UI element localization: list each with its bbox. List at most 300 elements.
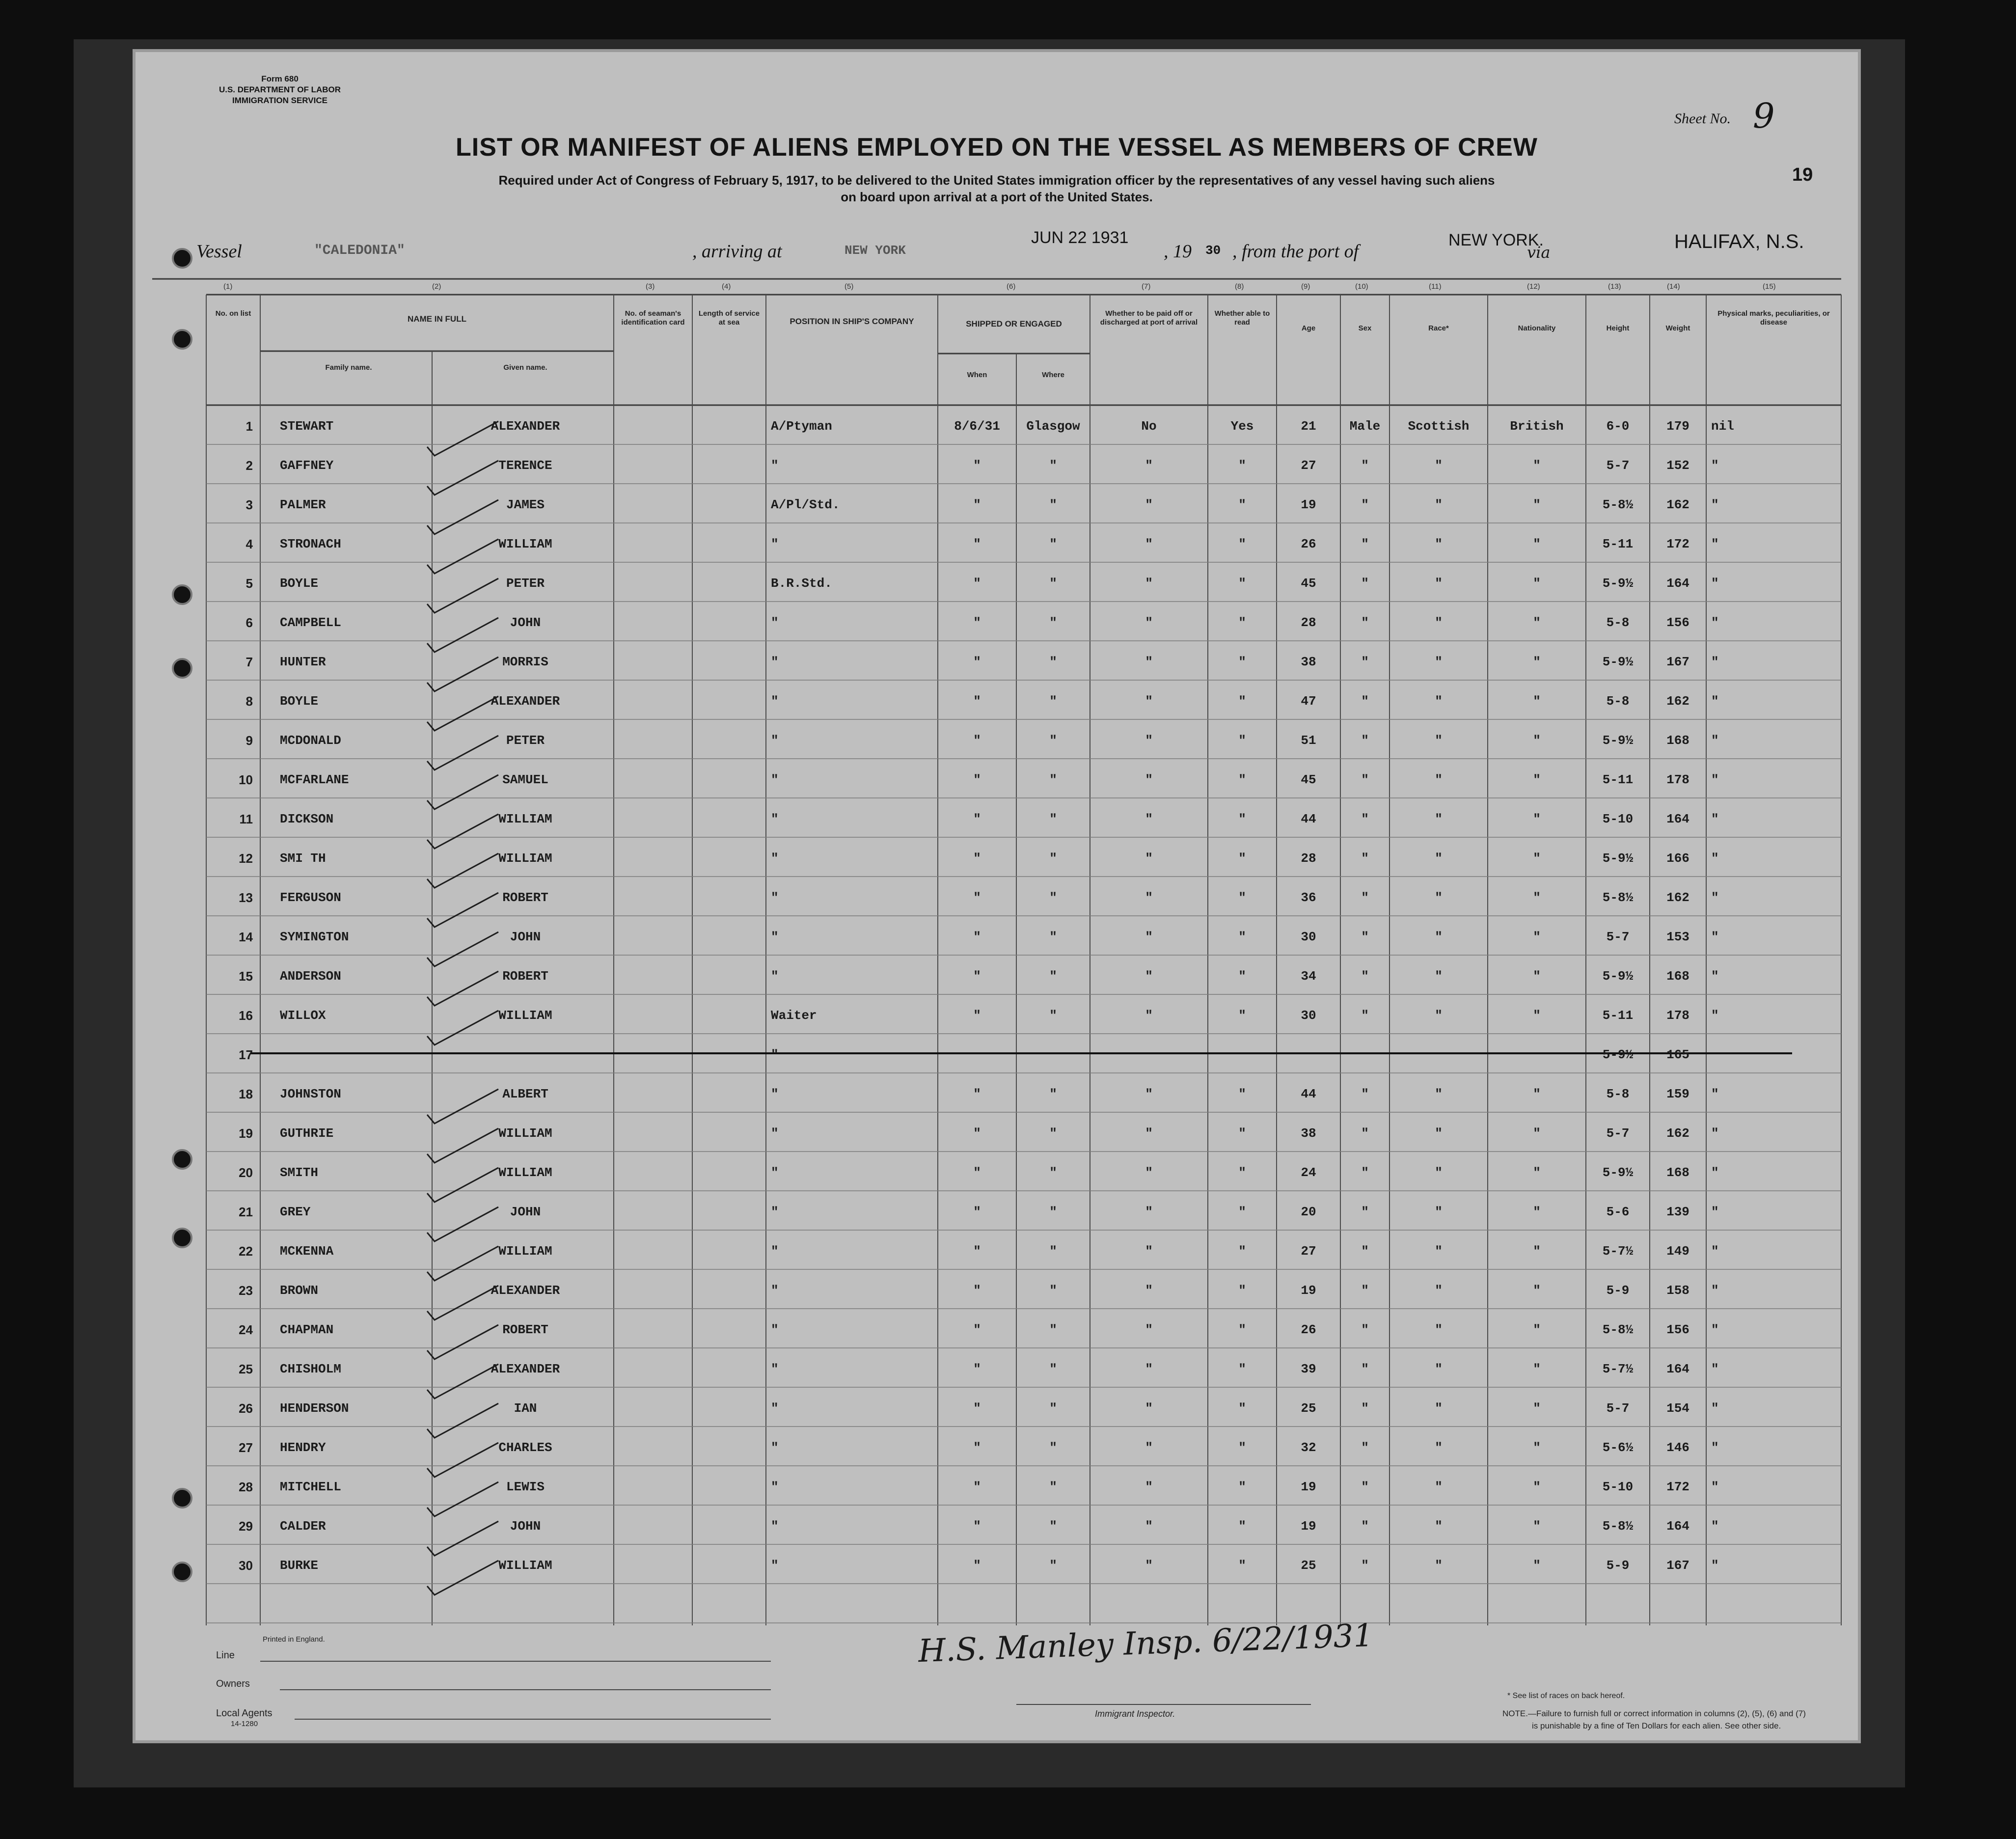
header-given-name: Given name. <box>503 363 547 372</box>
race-cell: " <box>1435 1322 1443 1337</box>
age-cell: 44 <box>1301 1087 1316 1101</box>
family-name-cell: MITCHELL <box>280 1480 341 1494</box>
paid-off-cell: " <box>1145 890 1153 905</box>
family-name-cell: SYMINGTON <box>280 930 349 944</box>
given-name-cell: IAN <box>514 1401 537 1416</box>
race-cell: " <box>1435 930 1443 944</box>
department-name: U.S. DEPARTMENT OF LABOR <box>218 85 341 94</box>
able-read-cell: " <box>1238 1008 1246 1023</box>
physical-marks-cell: " <box>1711 1087 1719 1101</box>
stamp-port: NEW YORK. <box>1448 231 1544 249</box>
physical-marks-cell: " <box>1711 890 1719 905</box>
height-cell: 5-9½ <box>1602 1047 1634 1062</box>
given-name-cell: WILLIAM <box>498 851 552 866</box>
physical-marks-cell: " <box>1711 694 1719 709</box>
weight-cell: 168 <box>1666 733 1689 748</box>
table-row <box>133 916 1861 955</box>
when-cell: " <box>973 1362 981 1376</box>
where-cell: " <box>1049 655 1057 669</box>
height-cell: 5-7 <box>1606 1126 1630 1141</box>
given-name-cell: JOHN <box>510 1519 541 1534</box>
sex-cell: " <box>1361 1244 1369 1259</box>
sex-cell: " <box>1361 655 1369 669</box>
race-cell: " <box>1435 851 1443 866</box>
nationality-cell: " <box>1533 812 1541 826</box>
race-cell: " <box>1435 1362 1443 1376</box>
table-row <box>133 1152 1861 1191</box>
col-number-9: (9) <box>1301 282 1310 291</box>
given-name-cell: TERENCE <box>498 458 552 473</box>
position-cell: " <box>771 1362 779 1376</box>
age-cell: 51 <box>1301 733 1316 748</box>
nationality-cell: " <box>1533 1558 1541 1573</box>
sex-cell: " <box>1361 1558 1369 1573</box>
nationality-cell: " <box>1533 772 1541 787</box>
family-name-cell: SMITH <box>280 1165 319 1180</box>
weight-cell: 164 <box>1666 576 1689 591</box>
date-stamp: JUN 22 1931 <box>1031 228 1129 247</box>
position-cell: " <box>771 1558 779 1573</box>
race-cell: " <box>1435 1087 1443 1101</box>
nationality-cell: " <box>1533 969 1541 984</box>
paid-off-cell: " <box>1145 930 1153 944</box>
weight-cell: 153 <box>1666 930 1689 944</box>
sex-cell: " <box>1361 1362 1369 1376</box>
table-row <box>133 1387 1861 1427</box>
position-cell: " <box>771 1244 779 1259</box>
inspector-field <box>1016 1704 1311 1705</box>
position-cell: B.R.Std. <box>771 576 832 591</box>
table-row <box>133 1191 1861 1230</box>
when-cell: " <box>973 576 981 591</box>
paid-off-cell: " <box>1145 1126 1153 1141</box>
nationality-cell: " <box>1533 851 1541 866</box>
height-cell: 5-8½ <box>1602 497 1634 512</box>
weight-cell: 156 <box>1666 1322 1689 1337</box>
position-cell: " <box>771 969 779 984</box>
position-cell: " <box>771 655 779 669</box>
age-cell: 45 <box>1301 576 1316 591</box>
given-name-cell: LEWIS <box>506 1480 545 1494</box>
sex-cell: " <box>1361 1480 1369 1494</box>
table-row <box>133 484 1861 523</box>
where-cell: " <box>1049 1283 1057 1298</box>
row-number: 6 <box>245 615 253 630</box>
race-cell: " <box>1435 733 1443 748</box>
nationality-cell: " <box>1533 1126 1541 1141</box>
where-cell: " <box>1049 1205 1057 1219</box>
paid-off-cell: " <box>1145 969 1153 984</box>
header-paid-off: Whether to be paid off or discharged at port of arrival <box>1100 309 1198 327</box>
header-where: Where <box>1042 371 1064 379</box>
height-cell: 5-7½ <box>1602 1244 1634 1259</box>
able-read-cell: " <box>1238 1401 1246 1416</box>
able-read-cell: " <box>1238 930 1246 944</box>
height-cell: 5-10 <box>1602 812 1634 826</box>
position-cell: " <box>771 694 779 709</box>
weight-cell: 168 <box>1666 1165 1689 1180</box>
age-cell: 30 <box>1301 1008 1316 1023</box>
able-read-cell: " <box>1238 458 1246 473</box>
given-name-cell: WILLIAM <box>498 537 552 551</box>
physical-marks-cell: " <box>1711 1008 1719 1023</box>
able-read-cell: Yes <box>1230 419 1254 434</box>
weight-cell: 167 <box>1666 655 1689 669</box>
position-cell: " <box>771 1401 779 1416</box>
races-note: * See list of races on back hereof. <box>1507 1692 1625 1700</box>
family-name-cell: HENDRY <box>280 1440 326 1455</box>
sex-cell: " <box>1361 1322 1369 1337</box>
table-row <box>133 1230 1861 1269</box>
sex-cell: " <box>1361 497 1369 512</box>
family-name-cell: WILLOX <box>280 1008 326 1023</box>
nationality-cell: " <box>1533 1322 1541 1337</box>
physical-marks-cell: " <box>1711 497 1719 512</box>
age-cell: 36 <box>1301 890 1316 905</box>
when-cell: " <box>973 1008 981 1023</box>
given-name-cell: WILLIAM <box>498 1008 552 1023</box>
nationality-cell: " <box>1533 890 1541 905</box>
row-number: 24 <box>239 1322 253 1337</box>
weight-cell: 149 <box>1666 1244 1689 1259</box>
paid-off-cell: " <box>1145 812 1153 826</box>
when-cell: " <box>973 733 981 748</box>
family-name-cell: HUNTER <box>280 655 326 669</box>
when-cell: " <box>973 1558 981 1573</box>
row-number: 26 <box>239 1401 253 1416</box>
col-number-12: (12) <box>1527 282 1540 291</box>
paid-off-cell: " <box>1145 772 1153 787</box>
header-nationality: Nationality <box>1518 324 1556 332</box>
nationality-cell: British <box>1510 419 1564 434</box>
nationality-cell: " <box>1533 733 1541 748</box>
height-cell: 5-9 <box>1606 1283 1630 1298</box>
weight-cell: 158 <box>1666 1283 1689 1298</box>
table-row <box>133 444 1861 484</box>
able-read-cell: " <box>1238 1087 1246 1101</box>
document-title: LIST OR MANIFEST OF ALIENS EMPLOYED ON THE VESSEL AS MEMBERS OF CREW <box>456 133 1538 162</box>
age-cell: 25 <box>1301 1401 1316 1416</box>
where-cell: " <box>1049 615 1057 630</box>
sex-cell: " <box>1361 1440 1369 1455</box>
table-row <box>133 1034 1861 1073</box>
header-when: When <box>967 371 987 379</box>
header-family-name: Family name. <box>325 363 372 372</box>
table-row <box>133 1269 1861 1309</box>
age-cell: 19 <box>1301 497 1316 512</box>
sex-cell: " <box>1361 537 1369 551</box>
age-cell: 20 <box>1301 1205 1316 1219</box>
when-cell: " <box>973 1440 981 1455</box>
row-number: 22 <box>239 1244 253 1259</box>
race-cell: " <box>1435 497 1443 512</box>
physical-marks-cell: " <box>1711 969 1719 984</box>
when-cell: " <box>973 890 981 905</box>
weight-cell: 162 <box>1666 1126 1689 1141</box>
physical-marks-cell: " <box>1711 655 1719 669</box>
where-cell: " <box>1049 733 1057 748</box>
header-height: Height <box>1606 324 1630 332</box>
paid-off-cell: " <box>1145 458 1153 473</box>
weight-cell: 154 <box>1666 1401 1689 1416</box>
able-read-cell: " <box>1238 1558 1246 1573</box>
family-name-cell: CALDER <box>280 1519 326 1534</box>
height-cell: 5-7½ <box>1602 1362 1634 1376</box>
service-name: IMMIGRATION SERVICE <box>232 96 327 105</box>
physical-marks-cell: nil <box>1711 419 1734 434</box>
row-number: 14 <box>239 930 253 944</box>
position-cell: Waiter <box>771 1008 817 1023</box>
able-read-cell: " <box>1238 1283 1246 1298</box>
row-number: 23 <box>239 1283 253 1298</box>
age-cell: 30 <box>1301 930 1316 944</box>
height-cell: 5-11 <box>1602 537 1634 551</box>
physical-marks-cell: " <box>1711 576 1719 591</box>
able-read-cell: " <box>1238 537 1246 551</box>
height-cell: 5-9½ <box>1602 1165 1634 1180</box>
given-name-cell: ALBERT <box>502 1087 548 1101</box>
sex-cell: " <box>1361 458 1369 473</box>
where-cell: " <box>1049 969 1057 984</box>
weight-cell: 172 <box>1666 1480 1689 1494</box>
sex-cell: " <box>1361 1519 1369 1534</box>
sex-cell: " <box>1361 615 1369 630</box>
header-name-in-full: NAME IN FULL <box>408 314 466 324</box>
family-name-cell: CHAPMAN <box>280 1322 334 1337</box>
age-cell: 28 <box>1301 615 1316 630</box>
sex-cell: " <box>1361 1087 1369 1101</box>
table-row <box>133 405 1861 444</box>
race-cell: " <box>1435 537 1443 551</box>
able-read-cell: " <box>1238 1322 1246 1337</box>
row-number: 16 <box>239 1008 253 1023</box>
able-read-cell: " <box>1238 1205 1246 1219</box>
table-row <box>133 994 1861 1034</box>
paid-off-cell: " <box>1145 1283 1153 1298</box>
header-seaman-id: No. of seaman's identification card <box>621 309 685 327</box>
able-read-cell: " <box>1238 1362 1246 1376</box>
sex-cell: " <box>1361 851 1369 866</box>
nationality-cell: " <box>1533 1244 1541 1259</box>
family-name-cell: ANDERSON <box>280 969 341 984</box>
age-cell: 25 <box>1301 1558 1316 1573</box>
race-cell: " <box>1435 772 1443 787</box>
race-cell: Scottish <box>1408 419 1470 434</box>
row-number: 20 <box>239 1165 253 1180</box>
height-cell: 5-7 <box>1606 930 1630 944</box>
physical-marks-cell: " <box>1711 1205 1719 1219</box>
able-read-cell: " <box>1238 1519 1246 1534</box>
nationality-cell: " <box>1533 1283 1541 1298</box>
sex-cell: " <box>1361 1401 1369 1416</box>
nationality-cell: " <box>1533 1087 1541 1101</box>
table-row <box>133 955 1861 994</box>
physical-marks-cell: " <box>1711 615 1719 630</box>
agents-field <box>295 1719 771 1720</box>
table-row <box>133 680 1861 719</box>
able-read-cell: " <box>1238 497 1246 512</box>
row-number: 1 <box>245 419 253 434</box>
family-name-cell: STEWART <box>280 419 334 434</box>
physical-marks-cell: " <box>1711 772 1719 787</box>
position-cell: " <box>771 1087 779 1101</box>
physical-marks-cell: " <box>1711 1322 1719 1337</box>
given-name-cell: WILLIAM <box>498 1126 552 1141</box>
where-cell: Glasgow <box>1026 419 1080 434</box>
year-label: , 19 <box>1164 241 1192 262</box>
when-cell: " <box>973 1126 981 1141</box>
physical-marks-cell: " <box>1711 537 1719 551</box>
via-label: via <box>1527 243 1551 262</box>
family-name-cell: FERGUSON <box>280 890 341 905</box>
height-cell: 5-7 <box>1606 458 1630 473</box>
given-name-cell: ALEXANDER <box>490 1362 560 1376</box>
col-number-15: (15) <box>1763 282 1776 291</box>
from-label: , from the port of <box>1232 241 1359 262</box>
when-cell: " <box>973 1480 981 1494</box>
age-cell: 44 <box>1301 812 1316 826</box>
row-number: 4 <box>245 537 253 551</box>
row-number: 5 <box>245 576 253 591</box>
race-cell: " <box>1435 1244 1443 1259</box>
able-read-cell: " <box>1238 1244 1246 1259</box>
when-cell: " <box>973 655 981 669</box>
row-number: 13 <box>239 890 253 905</box>
race-cell: " <box>1435 1126 1443 1141</box>
race-cell: " <box>1435 1008 1443 1023</box>
height-cell: 5-11 <box>1602 772 1634 787</box>
given-name-cell: JAMES <box>506 497 545 512</box>
race-cell: " <box>1435 615 1443 630</box>
origin-port: HALIFAX, N.S. <box>1674 231 1804 252</box>
able-read-cell: " <box>1238 1440 1246 1455</box>
inspector-label: Immigrant Inspector. <box>1095 1709 1175 1719</box>
height-cell: 5-9½ <box>1602 655 1634 669</box>
row-number: 25 <box>239 1362 253 1376</box>
position-cell: A/Pl/Std. <box>771 497 840 512</box>
table-row <box>133 1544 1861 1584</box>
where-cell: " <box>1049 1362 1057 1376</box>
nationality-cell: " <box>1533 615 1541 630</box>
given-name-cell: WILLIAM <box>498 1165 552 1180</box>
nationality-cell: " <box>1533 1480 1541 1494</box>
col-number-1: (1) <box>223 282 233 291</box>
table-row <box>133 1309 1861 1348</box>
where-cell: " <box>1049 1087 1057 1101</box>
header-age: Age <box>1301 324 1316 332</box>
height-cell: 5-8 <box>1606 615 1630 630</box>
position-cell: A/Ptyman <box>771 419 832 434</box>
row-number: 7 <box>245 655 253 669</box>
sex-cell: " <box>1361 576 1369 591</box>
col-number-14: (14) <box>1667 282 1680 291</box>
able-read-cell: " <box>1238 576 1246 591</box>
when-cell: " <box>973 615 981 630</box>
given-name-cell: ALEXANDER <box>490 419 560 434</box>
when-cell: " <box>973 458 981 473</box>
row-number: 29 <box>239 1519 253 1534</box>
subtitle-line-1: Required under Act of Congress of February 5, 1917, to be delivered to the United States immigration officer by the representatives of any vessel having such aliens <box>498 173 1495 188</box>
given-name-cell: JOHN <box>510 615 541 630</box>
family-name-cell: GUTHRIE <box>280 1126 334 1141</box>
physical-marks-cell: " <box>1711 1401 1719 1416</box>
paid-off-cell: " <box>1145 1165 1153 1180</box>
sheet-number: 9 <box>1753 96 1775 136</box>
sex-cell: " <box>1361 969 1369 984</box>
paid-off-cell: " <box>1145 851 1153 866</box>
weight-cell: 164 <box>1666 1519 1689 1534</box>
family-name-cell: DICKSON <box>280 812 334 826</box>
weight-cell: 162 <box>1666 694 1689 709</box>
position-cell: " <box>771 537 779 551</box>
row-number: 10 <box>239 772 253 787</box>
race-cell: " <box>1435 1519 1443 1534</box>
header-sex: Sex <box>1358 324 1372 332</box>
position-cell: " <box>771 1322 779 1337</box>
race-cell: " <box>1435 1205 1443 1219</box>
paid-off-cell: " <box>1145 615 1153 630</box>
printed-note: Printed in England. <box>263 1635 325 1644</box>
when-cell: " <box>973 1244 981 1259</box>
where-cell: " <box>1049 1244 1057 1259</box>
when-cell: " <box>973 851 981 866</box>
position-cell: " <box>771 1480 779 1494</box>
paid-off-cell: " <box>1145 1205 1153 1219</box>
height-cell: 5-8 <box>1606 694 1630 709</box>
when-cell: " <box>973 1322 981 1337</box>
sex-cell: " <box>1361 1205 1369 1219</box>
col-number-5: (5) <box>845 282 854 291</box>
table-row <box>133 759 1861 798</box>
manifest-sheet <box>133 49 1861 1743</box>
col-number-6: (6) <box>1007 282 1016 291</box>
physical-marks-cell: " <box>1711 733 1719 748</box>
able-read-cell: " <box>1238 890 1246 905</box>
age-cell: 47 <box>1301 694 1316 709</box>
given-name-cell: JOHN <box>510 1205 541 1219</box>
physical-marks-cell: " <box>1711 1480 1719 1494</box>
where-cell: " <box>1049 1322 1057 1337</box>
where-cell: " <box>1049 851 1057 866</box>
able-read-cell: " <box>1238 1126 1246 1141</box>
position-cell: " <box>771 1126 779 1141</box>
where-cell: " <box>1049 1440 1057 1455</box>
weight-cell: 139 <box>1666 1205 1689 1219</box>
physical-marks-cell: " <box>1711 1362 1719 1376</box>
physical-marks-cell: " <box>1711 1283 1719 1298</box>
nationality-cell: " <box>1533 537 1541 551</box>
sex-cell: Male <box>1349 419 1381 434</box>
physical-marks-cell: " <box>1711 812 1719 826</box>
age-cell: 45 <box>1301 772 1316 787</box>
height-cell: 5-6½ <box>1602 1440 1634 1455</box>
paid-off-cell: " <box>1145 497 1153 512</box>
row-number: 17 <box>239 1047 253 1062</box>
when-cell: " <box>973 1087 981 1101</box>
weight-cell: 168 <box>1666 969 1689 984</box>
table-row <box>133 523 1861 562</box>
table-row <box>133 1348 1861 1387</box>
col-number-3: (3) <box>646 282 655 291</box>
height-cell: 5-8½ <box>1602 890 1634 905</box>
row-number: 19 <box>239 1126 253 1141</box>
height-cell: 5-9½ <box>1602 576 1634 591</box>
family-name-cell: MCDONALD <box>280 733 341 748</box>
race-cell: " <box>1435 890 1443 905</box>
when-cell: " <box>973 772 981 787</box>
arriving-label: , arriving at <box>692 241 782 262</box>
age-cell: 38 <box>1301 1126 1316 1141</box>
